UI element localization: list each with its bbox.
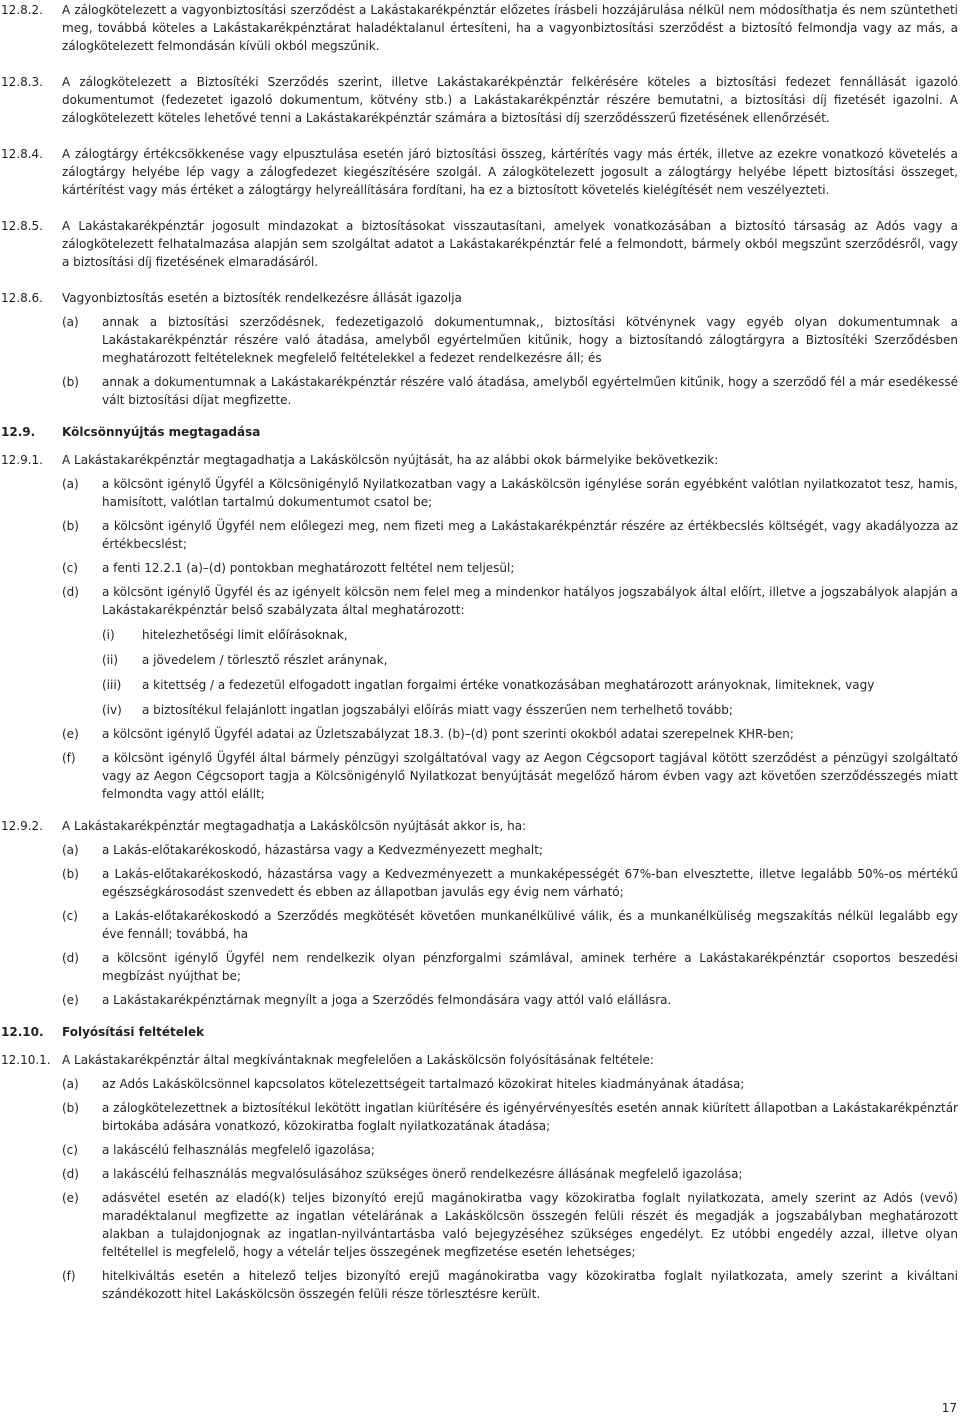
list-item	[62, 1099, 958, 1135]
sub-list-item	[102, 676, 958, 694]
sub-list-item-text: a jövedelem / törlesztő részlet aránynak,	[142, 653, 388, 667]
list-item-text: a Lakás-előtakarékoskodó, házastársa vagy a Kedvezményezett meghalt;	[102, 843, 543, 857]
list-item-text: a zálogkötelezettnek a biztosítékul lekötött ingatlan kiürítésére és igényérvényesítés esetén annak kiürített állapotban a Lakástakarékpénztár birtokába adására vonatkozó, közokiratba foglalt nyilatkozatának átadása;	[102, 1101, 958, 1133]
list-item	[62, 1141, 958, 1159]
list-item-text: a lakáscélú felhasználás megvalósulásához szükséges önerő rendelkezésre állásának megfelelő igazolása;	[102, 1167, 743, 1181]
paragraph-12-9-1	[0, 451, 960, 803]
list-item-label: (b)	[62, 375, 79, 389]
section-title: Folyósítási feltételek	[62, 1025, 205, 1039]
list-item-text: a kölcsönt igénylő Ügyfél nem előlegezi meg, nem fizeti meg a Lakástakarékpénztár részére az értékbecslés költségét, vagy akadályozza az értékbecslést;	[102, 519, 958, 551]
list-item-text: annak a dokumentumnak a Lakástakarékpénztár részére való átadása, amelyből egyértelműen kitűnik, hogy a szerződő fél a már esedékessé vált biztosítási díjat megfizette.	[102, 375, 958, 407]
paragraph-text: A zálogkötelezett a vagyonbiztosítási szerződést a Lakástakarékpénztár előzetes írásbeli hozzájárulása nélkül nem módosíthatja és nem szüntetheti meg, továbbá köteles a Lakástakarékpénztárat haladéktalanul értesíteni, ha a vagyonbiztosítási szerződést a biztosító felmondja vagy az más, a zálogkötelezett felmondásán kívüli okból megszűnik.	[62, 3, 958, 53]
list-item-label: (c)	[62, 909, 78, 923]
list-item-text: a kölcsönt igénylő Ügyfél és az igényelt kölcsön nem felel meg a mindenkor hatályos jogszabályok által előírt, illetve a jogszabályok alapján a Lakástakarékpénztár belső szabályzata által meghatározott:	[102, 585, 958, 617]
list-item	[62, 949, 958, 985]
list-item-label: (a)	[62, 315, 79, 329]
list-item-text: a kölcsönt igénylő Ügyfél a Kölcsönigénylő Nyilatkozatban vagy a Lakáskölcsön igénylése során egyébként valótlan nyilatkozatot tesz, hamis, hamisított, valótlan tartalmú dokumentumot csatol be;	[102, 477, 958, 509]
paragraph-text: A zálogtárgy értékcsökkenése vagy elpusztulása esetén járó biztosítási összeg, kártérítés vagy más érték, illetve az ezekre vonatkozó követelés a zálogtárgy helyébe lép vagy a zálogfedezet kiegészítésére szolgál. A zálogkötelezett jogosult a zálogtárgy helyébe lépett biztosítási összeget, kártérítést vagy más értéket a zálogtárgy helyreállítására fordítani, ha ez a biztosított követelés kielégítését nem veszélyezteti.	[62, 147, 958, 197]
list-item	[62, 1075, 958, 1093]
list-item-label: (b)	[62, 867, 79, 881]
page-number: 17	[941, 1401, 957, 1415]
list-item-text: a lakáscélú felhasználás megfelelő igazolása;	[102, 1143, 375, 1157]
list-item-text: adásvétel esetén az eladó(k) teljes bizonyító erejű magánokiratba vagy közokiratba foglalt nyilatkozata, amely szerint az Adós (vevő) maradéktalanul megfizette az ingatlan vételárának a Lakáskölcsön összegén felüli részét és megadják a jogszabályban meghatározott alakban a tulajdonjognak az ingatlan-nyilvántartásba való bejegyzéséhez szükséges engedélyt. Ez utóbbi engedély azzal, illetve olyan feltétellel is megfelelő, hogy a vételár teljes összegének megfizetése esetén lehetséges;	[102, 1191, 958, 1259]
paragraph-number: 12.8.2.	[1, 3, 43, 17]
list-item	[62, 1165, 958, 1183]
list-item-label: (e)	[62, 727, 79, 741]
list-item	[62, 1267, 958, 1303]
list-item-text: a fenti 12.2.1 (a)–(d) pontokban meghatározott feltétel nem teljesül;	[102, 561, 515, 575]
list-item	[62, 1189, 958, 1261]
paragraph-12-8-3	[0, 73, 960, 127]
paragraph-number: 12.10.1.	[1, 1053, 51, 1067]
list-item-text: a Lakás-előtakarékoskodó, házastársa vagy a Kedvezményezett a munkaképességét 67%-ban elvesztette, illetve legalább 50%-os mértékű egészségkárosodást szenvedett és ebben az állapotban javulás egy évig nem várható;	[102, 867, 958, 899]
paragraph-number: 12.8.4.	[1, 147, 43, 161]
list-item-label: (a)	[62, 843, 79, 857]
list-item-label: (f)	[62, 751, 76, 765]
list-item-text: a Lakás-előtakarékoskodó a Szerződés megkötését követően munkanélkülivé válik, és a munkanélküliség megszakítás nélkül legalább egy éve fennáll; továbbá, ha	[102, 909, 958, 941]
paragraph-number: 12.9.2.	[1, 819, 43, 833]
list-item	[62, 373, 958, 409]
paragraph-text: A Lakástakarékpénztár megtagadhatja a Lakáskölcsön nyújtását, ha az alábbi okok bármelyike bekövetkezik:	[62, 453, 719, 467]
list-item	[62, 517, 958, 553]
paragraph-text: A zálogkötelezett a Biztosítéki Szerződés szerint, illetve Lakástakarékpénztár felkérésére köteles a biztosítási fedezet fennállását igazoló dokumentumot (fedezetet igazoló dokumentum, kötvény stb.) a Lakástakarékpénztár részére bemutatni, a biztosítási díj fizetését igazolni. A zálogkötelezett köteles lehetővé tenni a Lakástakarékpénztár számára a biztosítási díj szerződésszerű fizetésének ellenőrzését.	[62, 75, 958, 125]
sub-list-item-label: (i)	[102, 628, 115, 642]
list-item-label: (d)	[62, 951, 79, 965]
paragraph-number: 12.8.3.	[1, 75, 43, 89]
list-item	[62, 749, 958, 803]
sub-list-item-text: hitelezhetőségi limit előírásoknak,	[142, 628, 348, 642]
list-item-label: (d)	[62, 1167, 79, 1181]
paragraph-12-9-2	[0, 817, 960, 1009]
section-heading-12-9	[0, 423, 960, 441]
paragraph-number: 12.8.6.	[1, 291, 43, 305]
list-item-label: (b)	[62, 519, 79, 533]
list-item-label: (c)	[62, 1143, 78, 1157]
paragraph-12-10-1	[0, 1051, 960, 1303]
paragraph-text: Vagyonbiztosítás esetén a biztosíték rendelkezésre állását igazolja	[62, 291, 462, 305]
section-heading-12-10	[0, 1023, 960, 1041]
list-item	[62, 907, 958, 943]
paragraph-12-8-5	[0, 217, 960, 271]
paragraph-text: A Lakástakarékpénztár megtagadhatja a Lakáskölcsön nyújtását akkor is, ha:	[62, 819, 527, 833]
paragraph-number: 12.8.5.	[1, 219, 43, 233]
list-item	[62, 841, 958, 859]
paragraph-12-8-2	[0, 1, 960, 55]
list-item	[62, 865, 958, 901]
list-item-text: az Adós Lakáskölcsönnel kapcsolatos kötelezettségeit tartalmazó közokirat hiteles kiadmányának átadása;	[102, 1077, 745, 1091]
sub-list-item-label: (iii)	[102, 678, 122, 692]
list-item-label: (d)	[62, 585, 79, 599]
list-item-label: (e)	[62, 993, 79, 1007]
sub-list-item	[102, 651, 958, 669]
sub-list-item-label: (ii)	[102, 653, 119, 667]
list-item	[62, 313, 958, 367]
list-item	[62, 725, 958, 743]
sub-list-item-text: a kitettség / a fedezetül elfogadott ingatlan forgalmi értéke vonatkozásában meghatározott arányoknak, limiteknek, vagy	[142, 678, 875, 692]
list-item-text: hitelkiváltás esetén a hitelező teljes bizonyító erejű magánokiratba vagy közokiratba foglalt nyilatkozata, amely szerint a kiváltani szándékozott hitel Lakáskölcsön összegén felüli része törlesztésre került.	[102, 1269, 958, 1301]
list-item-text: a Lakástakarékpénztárnak megnyílt a joga a Szerződés felmondására vagy attól való elállásra.	[102, 993, 672, 1007]
list-item-text: a kölcsönt igénylő Ügyfél nem rendelkezik olyan pénzforgalmi számlával, aminek terhére a Lakástakarékpénztár csoportos beszedési megbízást nyújthat be;	[102, 951, 958, 983]
sub-list-item-label: (iv)	[102, 703, 122, 717]
list-item	[62, 475, 958, 511]
list-item-text: a kölcsönt igénylő Ügyfél által bármely pénzügyi szolgáltatóval vagy az Aegon Cégcsoport tagjával kötött szerződést a pénzügyi szolgáltató vagy az Aegon Cégcsoport tagja a Kölcsönigénylő Nyilatkozat benyújtását megelőző három évben vagy azt követően szerződésszegés miatt felmondta vagy attól elállt;	[102, 751, 958, 801]
list-item-label: (e)	[62, 1191, 79, 1205]
list-item-label: (a)	[62, 477, 79, 491]
sub-list-item	[102, 701, 958, 719]
list-item	[62, 583, 958, 619]
document-body	[0, 1, 960, 1303]
list-item-label: (b)	[62, 1101, 79, 1115]
list-item-label: (a)	[62, 1077, 79, 1091]
paragraph-text: A Lakástakarékpénztár jogosult mindazokat a biztosításokat visszautasítani, amelyek vonatkozásában a biztosító társaság az Adós vagy a zálogkötelezett felhatalmazása alapján sem szolgáltat adatot a Lakástakarékpénztár felé a felmondott, bármely okból megszűnt szerződésről, vagy a biztosítási díj fizetésének elmaradásáról.	[62, 219, 958, 269]
list-item-text: a kölcsönt igénylő Ügyfél adatai az Üzletszabályzat 18.3. (b)–(d) pont szerinti okokból adatai szerepelnek KHR-ben;	[102, 727, 794, 741]
section-number: 12.9.	[1, 425, 36, 439]
section-number: 12.10.	[1, 1025, 44, 1039]
section-title: Kölcsönnyújtás megtagadása	[62, 425, 261, 439]
paragraph-number: 12.9.1.	[1, 453, 43, 467]
paragraph-12-8-6	[0, 289, 960, 409]
paragraph-text: A Lakástakarékpénztár által megkívántaknak megfelelően a Lakáskölcsön folyósításának feltétele:	[62, 1053, 654, 1067]
list-item	[62, 991, 958, 1009]
sub-list-item-text: a biztosítékul felajánlott ingatlan jogszabályi előírás miatt vagy ésszerűen nem terhelhető tovább;	[142, 703, 733, 717]
list-item	[62, 559, 958, 577]
sub-list-item	[102, 626, 958, 644]
paragraph-12-8-4	[0, 145, 960, 199]
list-item-text: annak a biztosítási szerződésnek, fedezetigazoló dokumentumnak,, biztosítási kötvénynek vagy egyéb olyan dokumentumnak a Lakástakarékpénztár részére való átadása, amelyből egyértelműen kitűnik, hogy a biztosítandó zálogtárgyra a Biztosítéki Szerződésben meghatározott feltételeknek megfelelő feltételekkel a fedezet rendelkezésre áll; és	[102, 315, 958, 365]
list-item-label: (f)	[62, 1269, 76, 1283]
list-item-label: (c)	[62, 561, 78, 575]
